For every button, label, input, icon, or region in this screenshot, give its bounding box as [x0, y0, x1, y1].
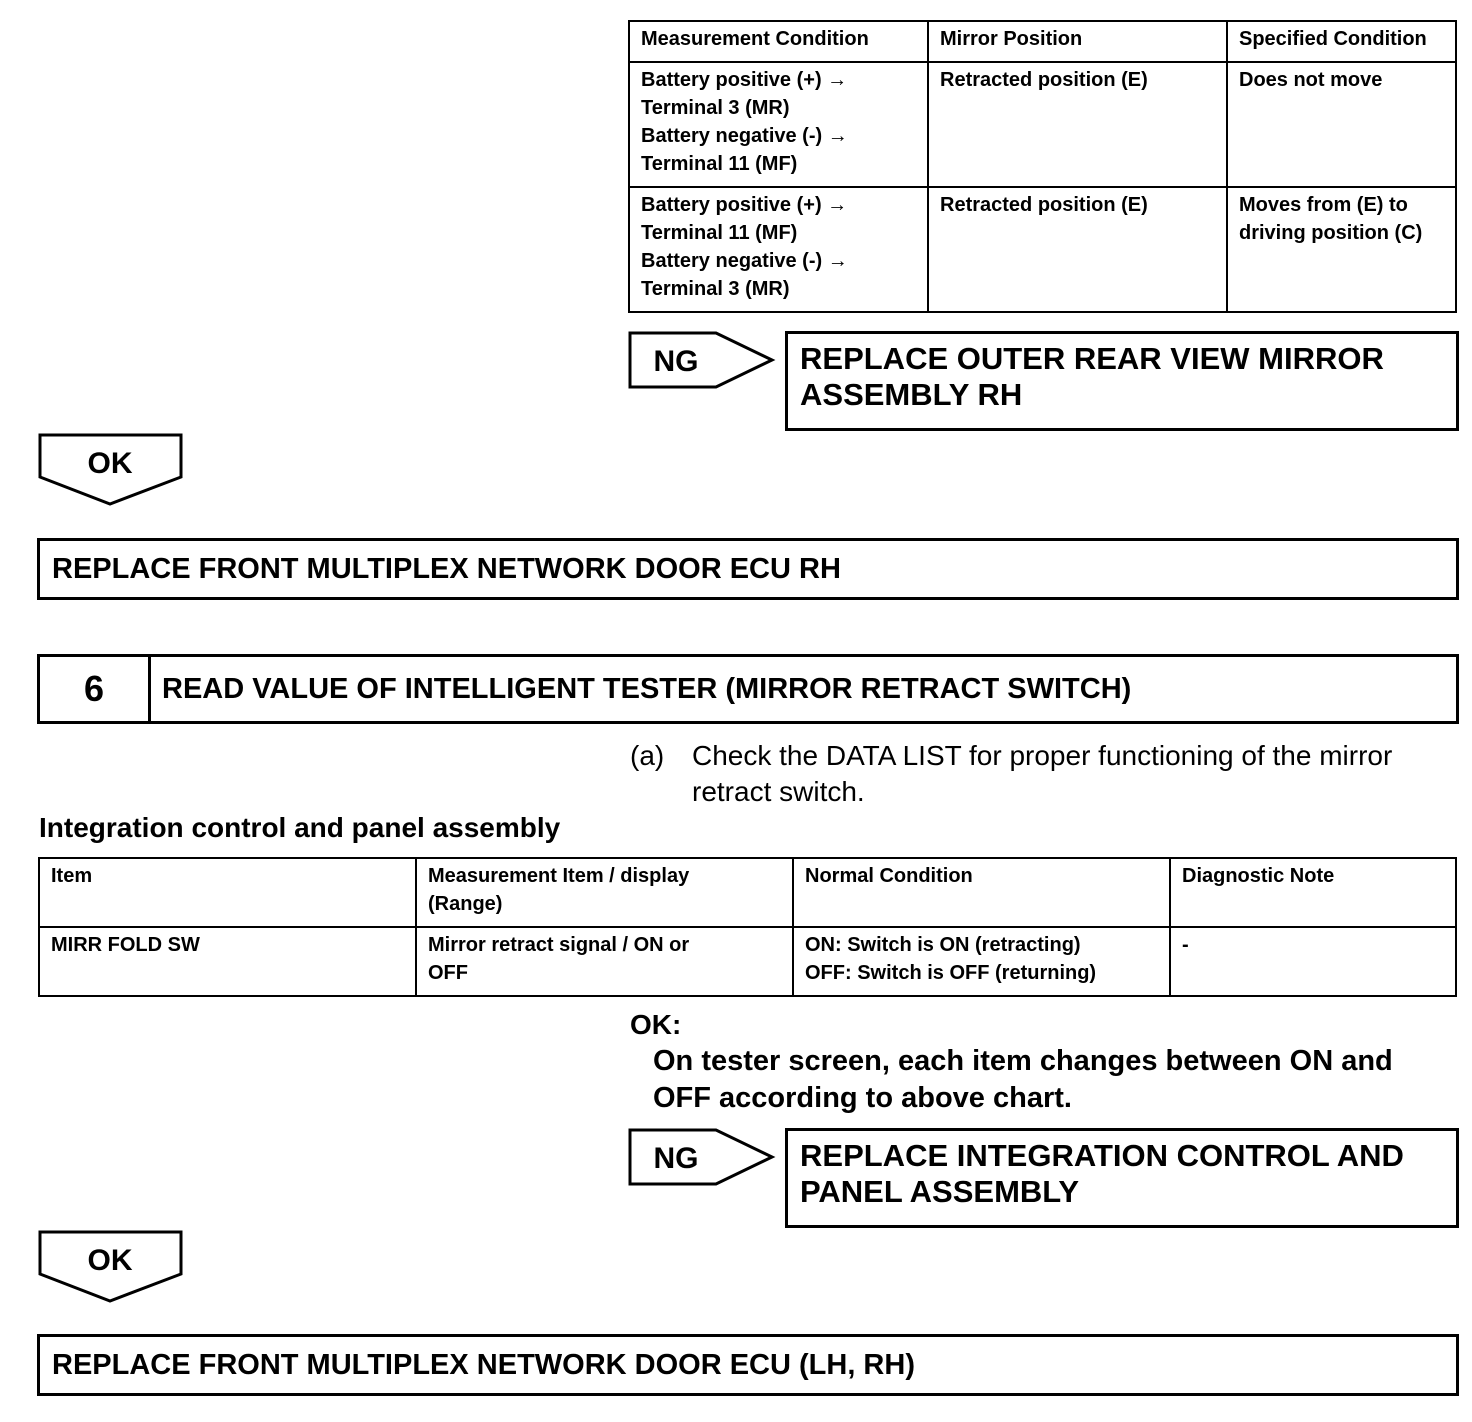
- condition-line: Battery positive (+) →: [641, 194, 848, 216]
- normal-line: OFF: Switch is OFF (returning): [805, 962, 1097, 984]
- header-line: Measurement Item / display: [428, 865, 690, 887]
- specified-line: Does not move: [1239, 69, 1383, 91]
- ng-action-line: REPLACE OUTER REAR VIEW MIRROR: [800, 341, 1384, 376]
- ng-label: NG: [653, 1142, 699, 1175]
- ng-action-box-2: [785, 1128, 1459, 1228]
- header-measurement-condition: Measurement Condition: [629, 21, 928, 62]
- ng-action-line: PANEL ASSEMBLY: [800, 1174, 1080, 1209]
- ok-spec-label: OK:: [630, 1009, 682, 1040]
- table-header-row: [39, 858, 1456, 927]
- specified-condition-cell: [1227, 62, 1456, 187]
- ng-action-line: ASSEMBLY RH: [800, 377, 1023, 412]
- ok-arrow-2: [38, 1230, 184, 1304]
- ng-label: NG: [653, 345, 699, 378]
- ok-arrow-1: [38, 433, 184, 507]
- data-list-table: [38, 857, 1457, 997]
- instruction-label: (a): [630, 740, 665, 771]
- header-mirror-position: Mirror Position: [928, 21, 1227, 62]
- header-measurement-item: [416, 858, 793, 927]
- mirror-position-cell: Retracted position (E): [928, 187, 1227, 312]
- header-normal-condition: [793, 858, 1170, 927]
- step-number: 6: [83, 668, 105, 709]
- item-cell: MIRR FOLD SW: [39, 927, 416, 996]
- table-row: [39, 927, 1456, 996]
- ng-arrow-1: [628, 331, 778, 391]
- measurement-condition-cell: [629, 187, 928, 312]
- specified-line: driving position (C): [1239, 222, 1423, 244]
- ok-label: OK: [87, 1244, 133, 1277]
- header-line: Item: [51, 865, 93, 887]
- condition-line: Battery negative (-) →: [641, 125, 848, 147]
- condition-line: Battery negative (-) →: [641, 250, 848, 272]
- table-caption: Integration control and panel assembly: [39, 812, 561, 843]
- table-row: [629, 62, 1456, 187]
- replace-box-2: [37, 1334, 1459, 1396]
- condition-line: Terminal 11 (MF): [641, 153, 798, 175]
- diagnostic-note-cell: -: [1170, 927, 1456, 996]
- instruction-line: Check the DATA LIST for proper functioning of the mirror: [692, 740, 1393, 771]
- header-specified-condition: Specified Condition: [1227, 21, 1456, 62]
- table-header-row: [629, 21, 1456, 62]
- ng-action-box-1: [785, 331, 1459, 431]
- measurement-condition-cell: [629, 62, 928, 187]
- ng-action-line: REPLACE INTEGRATION CONTROL AND: [800, 1138, 1404, 1173]
- ok-spec-text: [653, 1043, 1393, 1117]
- step-number-cell: [40, 657, 151, 721]
- ok-label: OK: [87, 447, 133, 480]
- header-line: (Range): [428, 893, 503, 915]
- replace-text: REPLACE FRONT MULTIPLEX NETWORK DOOR ECU RH: [52, 553, 841, 585]
- specified-line: Moves from (E) to: [1239, 194, 1408, 216]
- measurement-line: OFF: [428, 962, 468, 984]
- replace-text: REPLACE FRONT MULTIPLEX NETWORK DOOR ECU (LH, RH): [52, 1349, 915, 1381]
- step-6-header: [37, 654, 1459, 724]
- condition-line: Battery positive (+) →: [641, 69, 848, 91]
- step-title: READ VALUE OF INTELLIGENT TESTER (MIRROR RETRACT SWITCH): [162, 673, 1132, 705]
- mirror-check-table: [628, 20, 1457, 313]
- ok-spec-line: On tester screen, each item changes between ON and: [653, 1045, 1393, 1077]
- condition-line: Terminal 3 (MR): [641, 97, 790, 119]
- specified-condition-cell: [1227, 187, 1456, 312]
- instruction-text: [692, 738, 1392, 810]
- condition-line: Terminal 3 (MR): [641, 278, 790, 300]
- header-item: [39, 858, 416, 927]
- condition-line: Terminal 11 (MF): [641, 222, 798, 244]
- table-row: [629, 187, 1456, 312]
- measurement-line: Mirror retract signal / ON or: [428, 934, 690, 956]
- instruction-line: retract switch.: [692, 776, 865, 807]
- header-line: Diagnostic Note: [1182, 865, 1335, 887]
- normal-condition-cell: [793, 927, 1170, 996]
- header-diagnostic-note: [1170, 858, 1456, 927]
- ng-arrow-2: [628, 1128, 778, 1188]
- mirror-position-cell: Retracted position (E): [928, 62, 1227, 187]
- replace-box-1: [37, 538, 1459, 600]
- measurement-cell: [416, 927, 793, 996]
- header-line: Normal Condition: [805, 865, 973, 887]
- normal-line: ON: Switch is ON (retracting): [805, 934, 1081, 956]
- ok-spec-line: OFF according to above chart.: [653, 1082, 1072, 1114]
